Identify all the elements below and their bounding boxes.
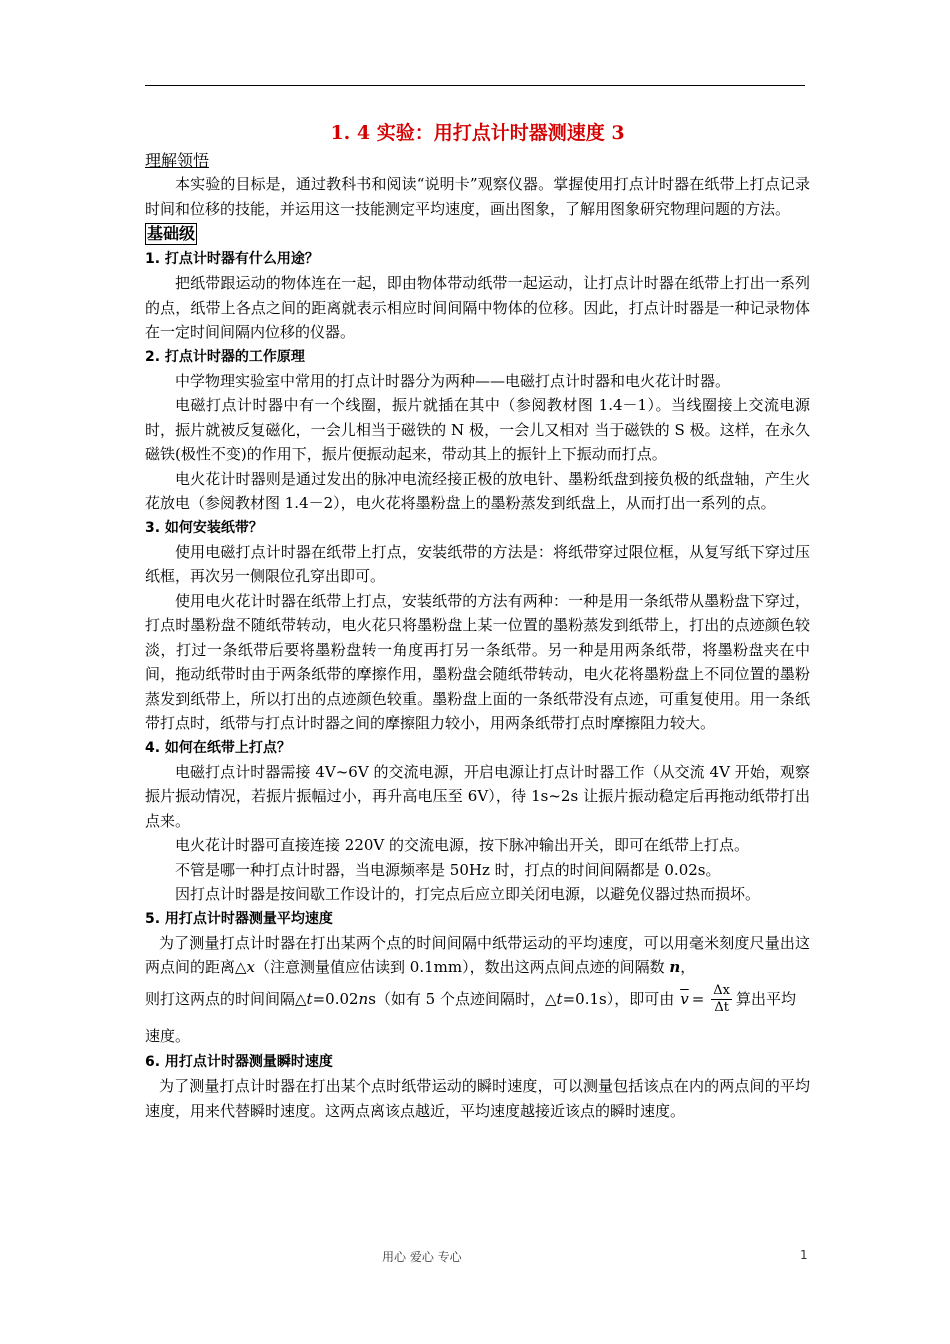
- q2-paragraph-3: 电火花计时器则是通过发出的脉冲电流经接正极的放电针、墨粉纸盘到接负极的纸盘轴，产生火花放电（参阅教材图 1.4－2），电火花将墨粉盘上的墨粉蒸发到纸盘上，从而打出一系列的点。: [145, 469, 810, 512]
- q3-heading: 3. 如何安装纸带？: [145, 519, 263, 536]
- q4-heading: 4. 如何在纸带上打点？: [145, 739, 291, 756]
- q5-paragraph-3: 速度。: [145, 1026, 191, 1045]
- q3-paragraph-2: 使用电火花计时器在纸带上打点，安装纸带的方法有两种：一种是用一条纸带从墨粉盘下穿过，打点时墨粉盘不随纸带转动，电火花只将墨粉盘上某一位置的墨粉蒸发到纸带上，打出的点迹颜色较淡，打过一条纸带后要将墨粉盘转一角度再打另一条纸带。另一种是用两条纸带，将墨粉盘夹在中间，拖动纸带时由于两条纸带的摩擦作用，墨粉盘会随纸带转动，电火花将墨粉盘上不同位置的墨粉蒸发到纸带上，所以打出的点迹颜色较重。墨粉盘上面的一条纸带没有点迹，可重复使用。用一条纸带打点时，纸带与打点计时器之间的摩擦阻力较小，用两条纸带打点时摩擦阻力较大。: [145, 591, 810, 732]
- q5-heading: 5. 用打点计时器测量平均速度: [145, 910, 333, 927]
- q5-formula-line: 则打这两点的时间间隔△ t =0.02 n s（如有 5 个点迹间隔时，△ t =0.1s），即可由 $\overline{v}$ = $\frac{\Delta x}{\Delta t}$ 算出平均: [145, 983, 797, 1015]
- average-velocity-symbol: $\overline{v}$: [680, 990, 689, 1009]
- q4-paragraph-4: 因打点计时器是按间歇工作设计的，打完点后应立即关闭电源，以避免仪器过热而损坏。: [175, 885, 761, 903]
- q2-paragraph-2: 电磁打点计时器中有一个线圈，振片就插在其中（参阅教材图 1.4－1）。当线圈接上交流电源时，振片就被反复磁化，一会儿相当于磁铁的 N 极，一会儿又相对 当于磁铁的 S 极。这样，在永久磁铁(极性不变)的作用下，振片便振动起来，带动其上的振针上下振动而打点。: [145, 396, 810, 463]
- q6-heading: 6. 用打点计时器测量瞬时速度: [145, 1054, 333, 1070]
- q5-paragraph-1: 为了测量打点计时器在打出某两个点的时间间隔中纸带运动的平均速度，可以用毫米刻度尺量出这两点间的距离△x（注意测量值应估读到 0.1mm），数出这两点间点迹的间隔数 n，: [145, 933, 810, 976]
- section-heading: 理解领悟: [145, 151, 210, 170]
- document-body: [145, 120, 810, 1123]
- page-number: 1: [800, 1248, 808, 1262]
- intro-paragraph: 本实验的目标是，通过教科书和阅读“说明卡”观察仪器。掌握使用打点计时器在纸带上打点记录时间和位移的技能，并运用这一技能测定平均速度，画出图象，了解用图象研究物理问题的方法。: [145, 175, 810, 218]
- level-badge: 基础级: [147, 224, 196, 243]
- q4-paragraph-2: 电火花计时器可直接连接 220V 的交流电源，按下脉冲输出开关，即可在纸带上打点。: [175, 836, 750, 854]
- q1-heading: 1. 打点计时器有什么用途？: [145, 251, 319, 267]
- q3-paragraph-1: 使用电磁打点计时器在纸带上打点，安装纸带的方法是：将纸带穿过限位框，从复写纸下穿过压纸框，再次另一侧限位孔穿出即可。: [145, 542, 810, 585]
- velocity-formula-fraction: $\frac{\Delta x}{\Delta t}$: [713, 983, 730, 1015]
- q6-body: 为了测量打点计时器在打出某个点时纸带运动的瞬时速度，可以测量包括该点在内的两点间的平均速度，用来代替瞬时速度。这两点离该点越近，平均速度越接近该点的瞬时速度。: [145, 1077, 810, 1120]
- q4-paragraph-3: 不管是哪一种打点计时器，当电源频率是 50Hz 时，打点的时间间隔都是 0.02s。: [175, 860, 721, 879]
- q2-paragraph-1: 中学物理实验室中常用的打点计时器分为两种——电磁打点计时器和电火花计时器。: [175, 371, 731, 390]
- footer-motto: 用心 爱心 专心: [382, 1250, 462, 1264]
- header-rule: [145, 85, 805, 86]
- q4-paragraph-1: 电磁打点计时器需接 4V~6V 的交流电源，开启电源让打点计时器工作（从交流 4V 开始，观察振片振动情况，若振片振幅过小，再升高电压至 6V），待 1s~2s 让振片振动稳定后再拖动纸带打出点来。: [145, 762, 810, 830]
- q1-body: 把纸带跟运动的物体连在一起，即由物体带动纸带一起运动，让打点计时器在纸带上打出一系列的点，纸带上各点之间的距离就表示相应时间间隔中物体的位移。因此，打点计时器是一种记录物体在一定时间间隔内位移的仪器。: [145, 274, 810, 341]
- q2-heading: 2. 打点计时器的工作原理: [145, 348, 305, 365]
- page-title: 1. 4 实验：用打点计时器测速度 3: [330, 122, 625, 144]
